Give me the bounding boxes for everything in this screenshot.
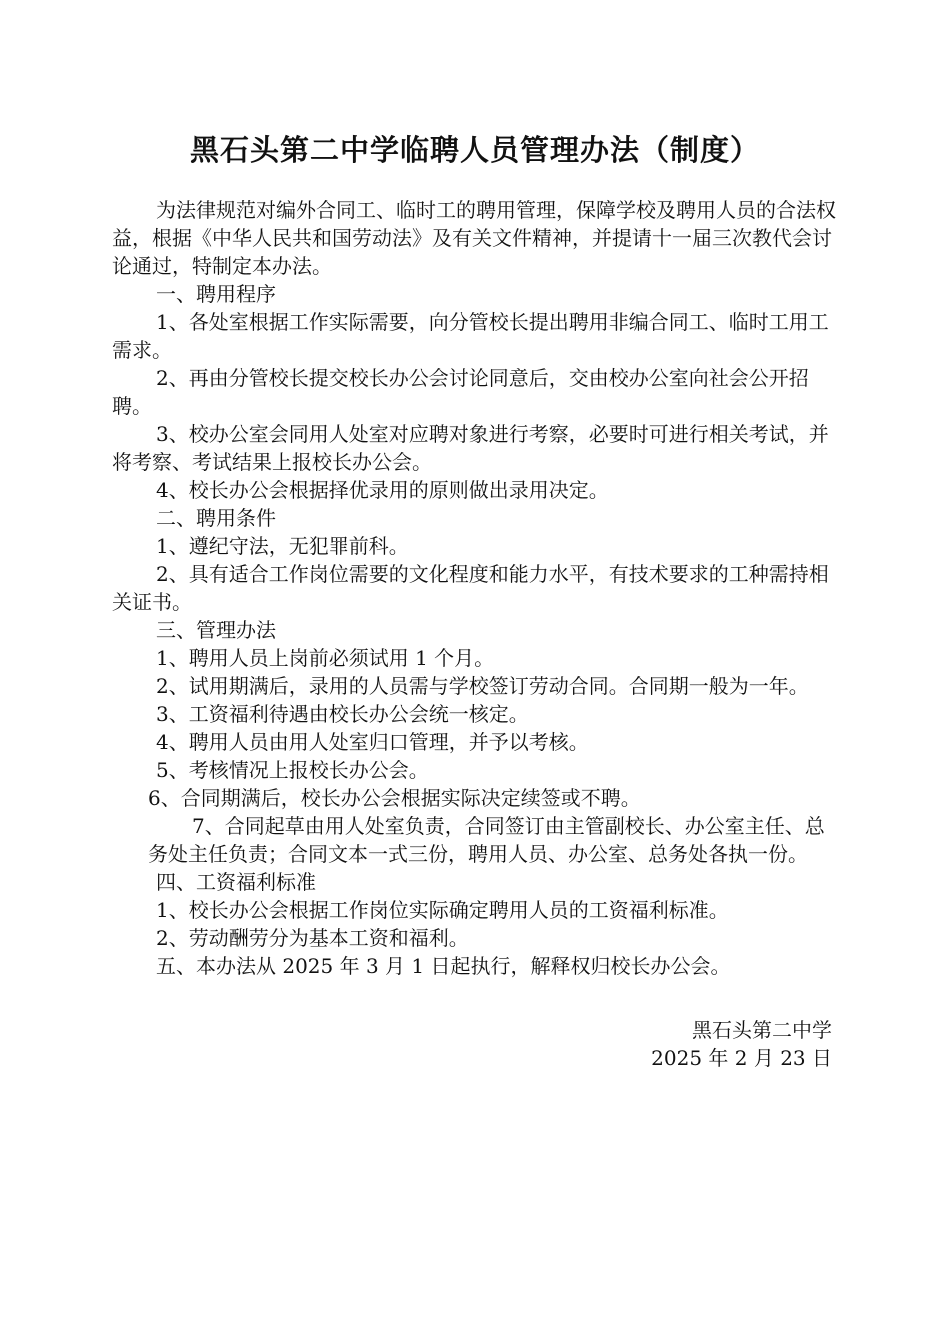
- document-title: 黑石头第二中学临聘人员管理办法（制度）: [189, 133, 760, 167]
- section-1-item-1: 1、各处室根据工作实际需要，向分管校长提出聘用非编合同工、临时工用工需求。: [112, 310, 829, 362]
- section-2-item-2: 2、具有适合工作岗位需要的文化程度和能力水平，有技术要求的工种需持相关证书。: [112, 562, 829, 614]
- section-2-item-1: 1、遵纪守法，无犯罪前科。: [156, 534, 409, 558]
- signature-org: 黑石头第二中学: [692, 1018, 832, 1042]
- section-3-item-5: 5、考核情况上报校长办公会。: [156, 758, 429, 782]
- document-body: [112, 196, 837, 980]
- section-4-item-1: 1、校长办公会根据工作岗位实际确定聘用人员的工资福利标准。: [156, 898, 729, 922]
- section-1-heading: 一、聘用程序: [156, 282, 276, 306]
- signature-block: [651, 1016, 832, 1072]
- section-3-item-3: 3、工资福利待遇由校长办公会统一核定。: [156, 702, 529, 726]
- section-3-item-2: 2、试用期满后，录用的人员需与学校签订劳动合同。合同期一般为一年。: [156, 674, 809, 698]
- section-5-paragraph: 五、本办法从 2025 年 3 月 1 日起执行，解释权归校长办公会。: [156, 954, 731, 978]
- section-3-heading: 三、管理办法: [156, 618, 276, 642]
- section-1-item-3: 3、校办公室会同用人处室对应聘对象进行考察，必要时可进行相关考试，并将考察、考试结果上报校长办公会。: [112, 422, 829, 474]
- section-1-item-4: 4、校长办公会根据择优录用的原则做出录用决定。: [156, 478, 609, 502]
- section-3-item-7: 7、合同起草由用人处室负责，合同签订由主管副校长、办公室主任、总务处主任负责；合同文本一式三份，聘用人员、办公室、总务处各执一份。: [148, 814, 825, 866]
- section-4-item-2: 2、劳动酬劳分为基本工资和福利。: [156, 926, 469, 950]
- signature-date: 2025 年 2 月 23 日: [651, 1046, 832, 1070]
- intro-paragraph: 为法律规范对编外合同工、临时工的聘用管理，保障学校及聘用人员的合法权益，根据《中华人民共和国劳动法》及有关文件精神，并提请十一届三次教代会讨论通过，特制定本办法。: [112, 198, 836, 278]
- section-4-heading: 四、工资福利标准: [156, 870, 316, 894]
- section-2-heading: 二、聘用条件: [156, 506, 276, 530]
- section-3-item-4: 4、聘用人员由用人处室归口管理，并予以考核。: [156, 730, 589, 754]
- section-3-item-6: 6、合同期满后，校长办公会根据实际决定续签或不聘。: [148, 786, 641, 810]
- section-1-item-2: 2、再由分管校长提交校长办公会讨论同意后，交由校办公室向社会公开招聘。: [112, 366, 809, 418]
- section-3-item-1: 1、聘用人员上岗前必须试用 1 个月。: [156, 646, 495, 670]
